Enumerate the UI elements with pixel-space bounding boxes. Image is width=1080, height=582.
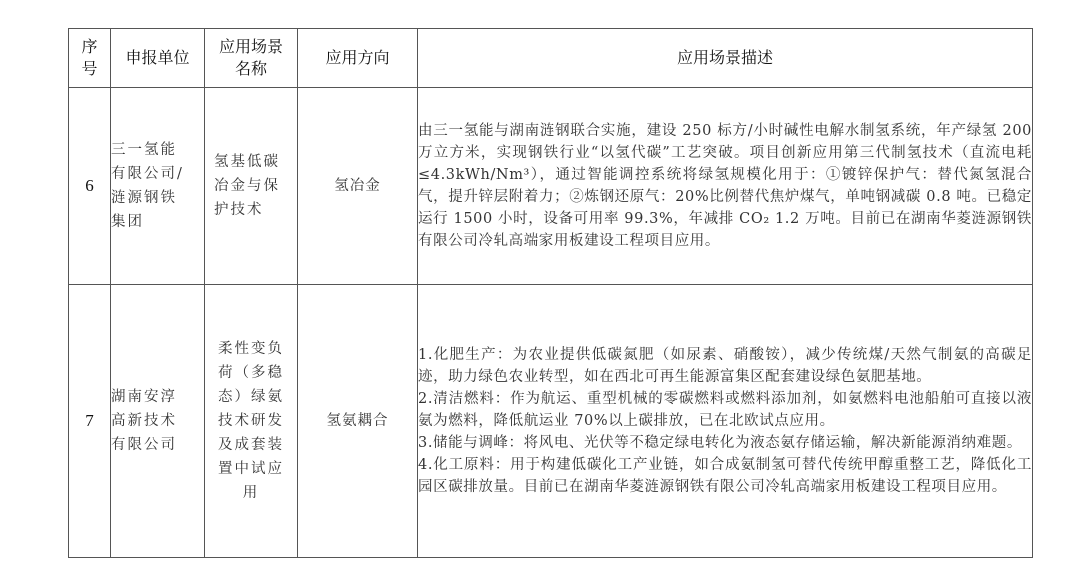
description-item-4: 4.化工原料：用于构建低碳化工产业链，如合成氨制氢可替代传统甲醇重整工艺，降低化工园区碳排放量。目前已在湖南华菱涟源钢铁有限公司冷轧高端家用板建设工程项目应用。 [418,457,1032,495]
header-scenario-name-label: 应用场景名称 [218,37,283,78]
header-unit: 申报单位 [111,29,205,88]
row-unit [111,88,205,285]
row-description [418,88,1033,285]
row-scenario-name-text: 柔性变负荷（多稳态）绿氨技术研发及成套装置中试应用 [218,341,284,501]
row-scenario-name-text: 氢基低碳冶金与保护技术 [214,154,280,218]
row-direction: 氢氨耦合 [298,285,418,558]
row-scenario-name [205,88,298,285]
table-row [69,285,1033,558]
header-index-label: 序号 [81,37,98,78]
row-index: 7 [69,285,111,558]
row-description [418,285,1033,558]
header-index [69,29,111,88]
description-paragraph: 由三一氢能与湖南涟钢联合实施，建设 250 标方/小时碱性电解水制氢系统，年产绿氢 200 万立方米，实现钢铁行业“以氢代碳”工艺突破。项目创新应用第三代制氢技术（直流电耗≤4.3kWh/Nm³），通过智能调控系统将绿氢规模化用于：①镀锌保护气：替代氮氢混合气，提升锌层附着力；②炼钢还原气：20%比例替代焦炉煤气，单吨钢减碳 0.8 吨。已稳定运行 1500 小时，设备可用率 99.3%，年减排 CO₂ 1.2 万吨。目前已在湖南华菱涟源钢铁有限公司冷轧高端家用板建设工程项目应用。 [418,123,1032,249]
row-unit-text: 三一氢能有限公司/涟源钢铁集团 [111,142,184,230]
description-item-1: 1.化肥生产：为农业提供低碳氮肥（如尿素、硝酸铵），减少传统煤/天然气制氨的高碳足迹，助力绿色农业转型，如在西北可再生能源富集区配套建设绿色氨肥基地。 [418,347,1032,385]
row-unit [111,285,205,558]
table-row [69,88,1033,285]
description-item-3: 3.储能与调峰：将风电、光伏等不稳定绿电转化为液态氨存储运输，解决新能源消纳难题。 [418,435,1022,451]
description-item-2: 2.清洁燃料：作为航运、重型机械的零碳燃料或燃料添加剂，如氨燃料电池船舶可直接以液氨为燃料，降低航运业 70%以上碳排放，已在北欧试点应用。 [418,391,1032,429]
header-direction: 应用方向 [298,29,418,88]
row-direction: 氢冶金 [298,88,418,285]
row-scenario-name [205,285,298,558]
row-index: 6 [69,88,111,285]
header-scenario-name [205,29,298,88]
header-description: 应用场景描述 [418,29,1033,88]
application-scenario-table [68,28,1033,558]
row-unit-text: 湖南安淳高新技术有限公司 [111,389,177,453]
table-header-row [69,29,1033,88]
